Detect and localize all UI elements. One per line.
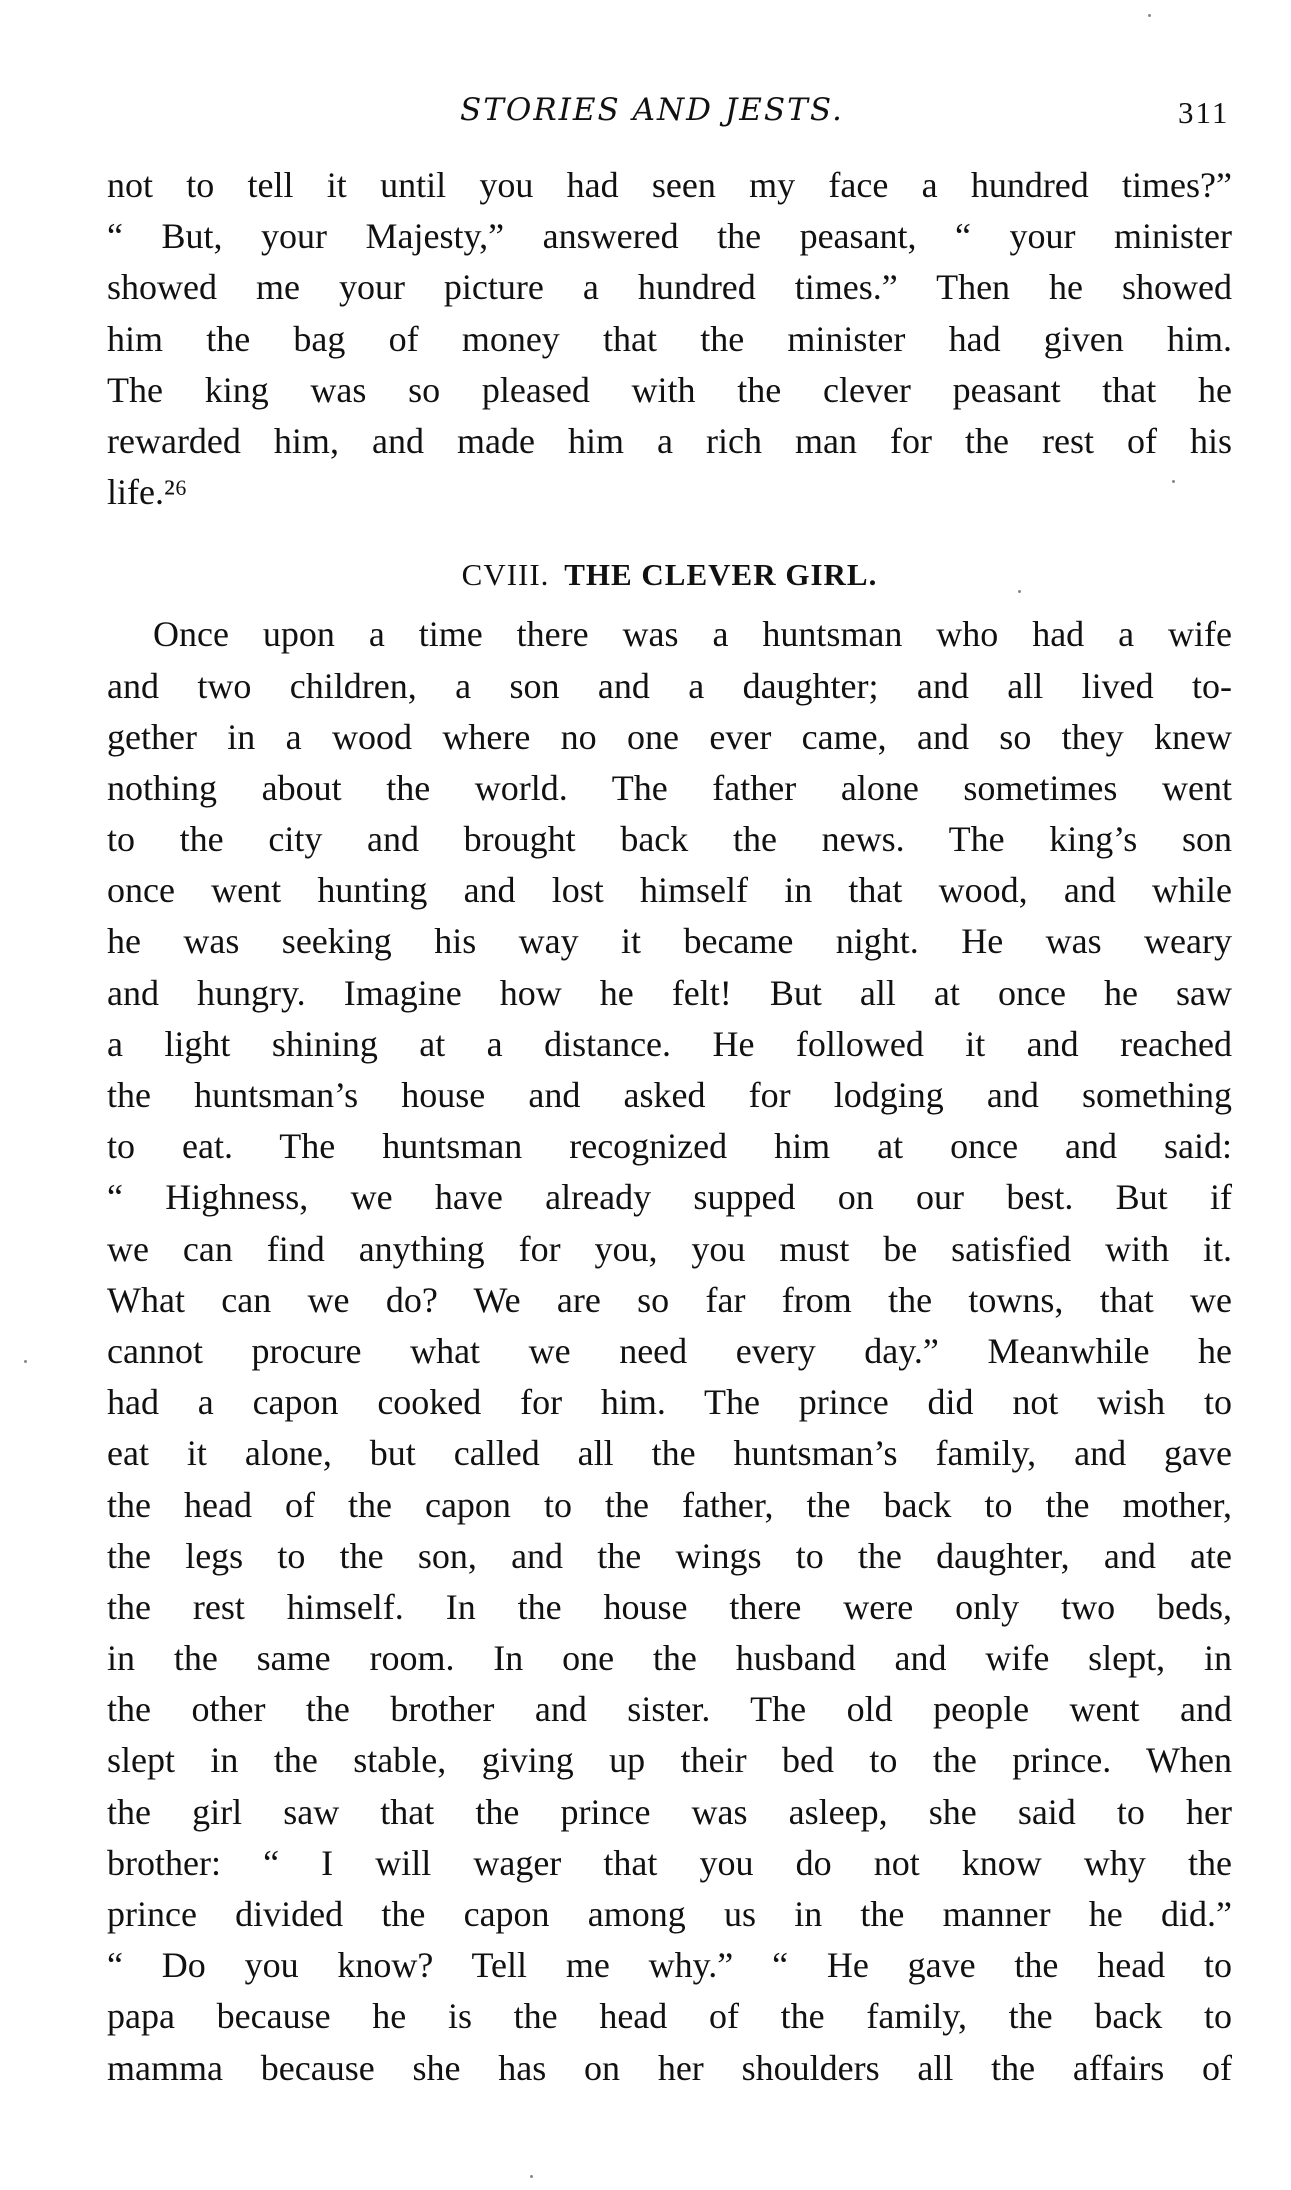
scan-speck [1148, 14, 1151, 17]
scan-speck [530, 2175, 533, 2178]
text-line: brother: “ I will wager that you do not know why the [107, 1842, 1232, 1883]
running-head: STORIES AND JESTS. [460, 92, 844, 128]
body-text [107, 160, 1232, 2094]
text-line: mamma because she has on her shoulders all the affairs of [107, 2047, 1232, 2088]
text-line: the other the brother and sister. The old people went and [107, 1689, 1232, 1730]
text-line: slept in the stable, giving up their bed to the prince. When [107, 1740, 1232, 1781]
section-title: THE CLEVER GIRL. [564, 557, 878, 593]
text-line: “ Highness, we have already supped on our best. But if [107, 1177, 1232, 1218]
page-number: 311 [1178, 95, 1230, 130]
text-line: prince divided the capon among us in the manner he did.” [107, 1894, 1232, 1934]
text-line: the girl saw that the prince was asleep, she said to her [107, 1791, 1232, 1832]
scan-speck [1172, 480, 1175, 483]
text-line: once went hunting and lost himself in that wood, and while [107, 870, 1232, 911]
text-line: to the city and brought back the news. The king’s son [107, 819, 1232, 860]
text-line: to eat. The huntsman recognized him at once and said: [107, 1126, 1232, 1167]
text-line: eat it alone, but called all the huntsman’s family, and gave [107, 1433, 1232, 1474]
text-line: nothing about the world. The father alone sometimes went [107, 767, 1232, 808]
scan-speck [24, 1360, 27, 1363]
section-number: CVIII. [461, 557, 550, 593]
text-line: The king was so pleased with the clever peasant that he [107, 369, 1232, 410]
text-line: a light shining at a distance. He followed it and reached [107, 1023, 1232, 1064]
text-line: “ But, your Majesty,” answered the peasant, “ your minister [107, 216, 1232, 257]
text-line: showed me your picture a hundred times.” Then he showed [107, 267, 1232, 308]
text-line: Once upon a time there was a huntsman who had a wife [153, 614, 1232, 655]
text-line: him the bag of money that the minister had given him. [107, 318, 1232, 359]
text-line: and two children, a son and a daughter; and all lived to- [107, 665, 1232, 706]
text-line: in the same room. In one the husband and wife slept, in [107, 1638, 1232, 1679]
text-line: had a capon cooked for him. The prince did not wish to [107, 1382, 1232, 1423]
text-line: cannot procure what we need every day.” Meanwhile he [107, 1330, 1232, 1371]
text-line: papa because he is the head of the family, the back to [107, 1996, 1232, 2037]
text-line: rewarded him, and made him a rich man for the rest of his [107, 420, 1232, 461]
paragraph-continued [107, 160, 1232, 518]
scan-speck [1018, 590, 1021, 593]
section-heading [107, 549, 1232, 600]
text-line: the rest himself. In the house there were only two beds, [107, 1586, 1232, 1627]
text-line: the huntsman’s house and asked for lodging and something [107, 1075, 1232, 1115]
text-line: “ Do you know? Tell me why.” “ He gave the head to [107, 1945, 1232, 1986]
text-line: he was seeking his way it became night. He was weary [107, 921, 1232, 962]
text-line: and hungry. Imagine how he felt! But all at once he saw [107, 972, 1232, 1013]
text-line: gether in a wood where no one ever came, and so they knew [107, 716, 1232, 757]
text-line: not to tell it until you had seen my face a hundred times?” [107, 165, 1232, 205]
text-line: life.²⁶ [107, 472, 188, 513]
paragraph-story [107, 609, 1232, 2093]
text-line: we can find anything for you, you must be satisfied with it. [107, 1228, 1232, 1269]
text-line: the legs to the son, and the wings to the daughter, and ate [107, 1535, 1232, 1576]
text-line: What can we do? We are so far from the towns, that we [107, 1279, 1232, 1320]
text-line: the head of the capon to the father, the back to the mother, [107, 1484, 1232, 1525]
